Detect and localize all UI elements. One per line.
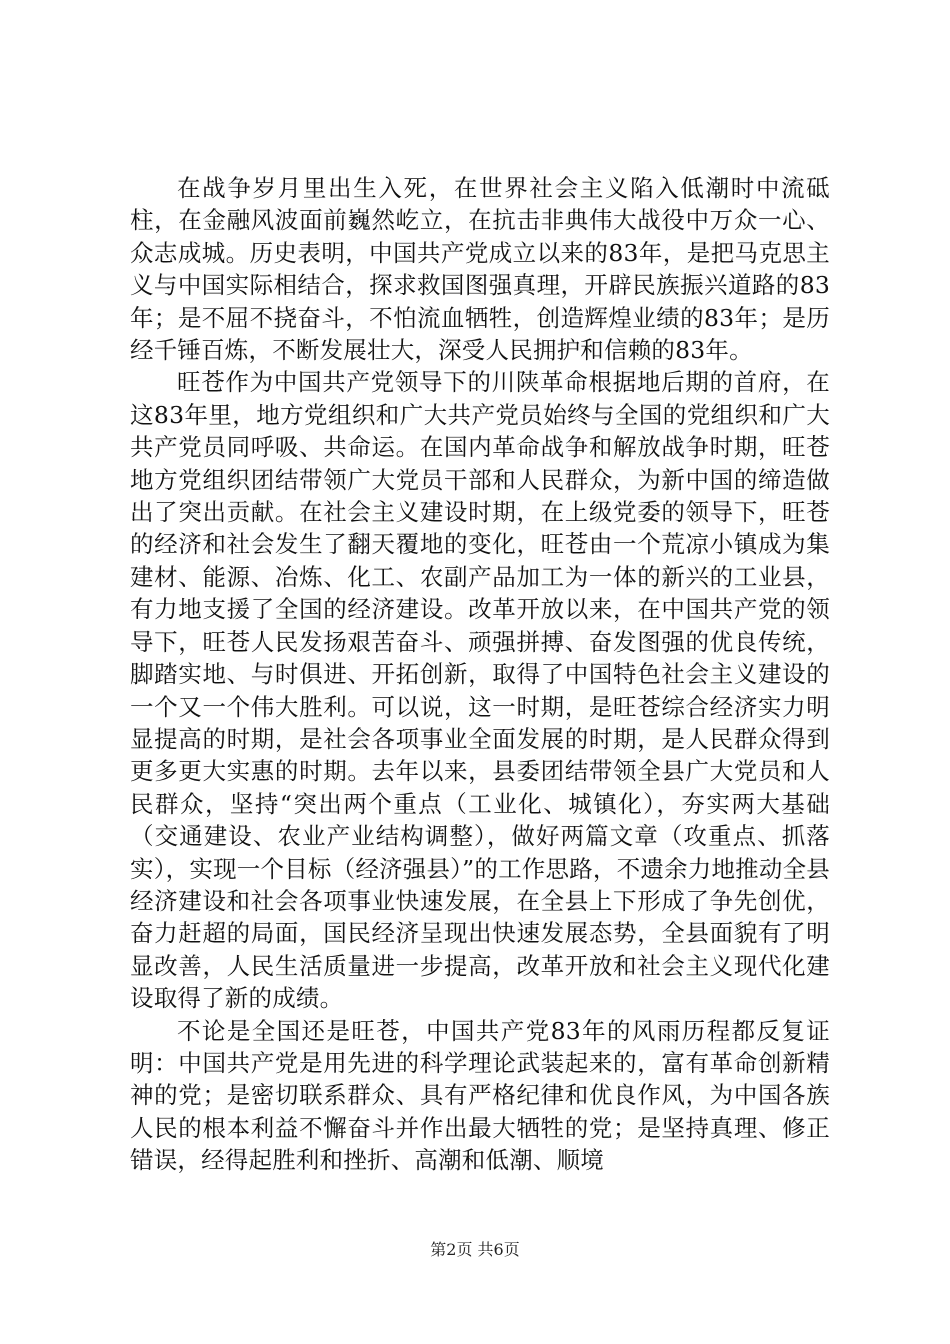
- page-number-footer: 第2页 共6页: [430, 1240, 520, 1259]
- paragraph-3: 不论是全国还是旺苍，中国共产党83年的风雨历程都反复证明：中国共产党是用先进的科学理论武装起来的，富有革命创新精神的党；是密切联系群众、具有严格纪律和优良作风，为中国各族人民的根本利益不懈奋斗并作出最大牺牲的党；是坚持真理、修正错误，经得起胜利和挫折、高潮和低潮、顺境: [130, 1016, 830, 1175]
- document-body: [130, 172, 830, 1177]
- paragraph-2: 旺苍作为中国共产党领导下的川陕革命根据地后期的首府，在这83年里，地方党组织和广大共产党员始终与全国的党组织和广大共产党员同呼吸、共命运。在国内革命战争和解放战争时期，旺苍地方党组织团结带领广大党员干部和人民群众，为新中国的缔造做出了突出贡献。在社会主义建设时期，在上级党委的领导下，旺苍的经济和社会发生了翻天覆地的变化，旺苍由一个荒凉小镇成为集建材、能源、冶炼、化工、农副产品加工为一体的新兴的工业县，有力地支援了全国的经济建设。改革开放以来，在中国共产党的领导下，旺苍人民发扬艰苦奋斗、顽强拼搏、奋发图强的优良传统，脚踏实地、与时俱进、开拓创新，取得了中国特色社会主义建设的一个又一个伟大胜利。可以说，这一时期，是旺苍综合经济实力明显提高的时期，是社会各项事业全面发展的时期，是人民群众得到更多更大实惠的时期。去年以来，县委团结带领全县广大党员和人民群众，坚持“突出两个重点（工业化、城镇化），夯实两大基础（交通建设、农业产业结构调整），做好两篇文章（攻重点、抓落实），实现一个目标（经济强县）”的工作思路，不遗余力地推动全县经济建设和社会各项事业快速发展，在全县上下形成了争先创优，奋力赶超的局面，国民经济呈现出快速发展态势，全县面貌有了明显改善，人民生活质量进一步提高，改革开放和社会主义现代化建设取得了新的成绩。: [130, 368, 830, 1013]
- paragraph-1: 在战争岁月里出生入死，在世界社会主义陷入低潮时中流砥柱，在金融风波面前巍然屹立，在抗击非典伟大战役中万众一心、众志成城。历史表明，中国共产党成立以来的83年，是把马克思主义与中国实际相结合，探求救国图强真理，开辟民族振兴道路的83年；是不屈不挠奋斗，不怕流血牺牲，创造辉煌业绩的83年；是历经千锤百炼，不断发展壮大，深受人民拥护和信赖的83年。: [130, 174, 830, 365]
